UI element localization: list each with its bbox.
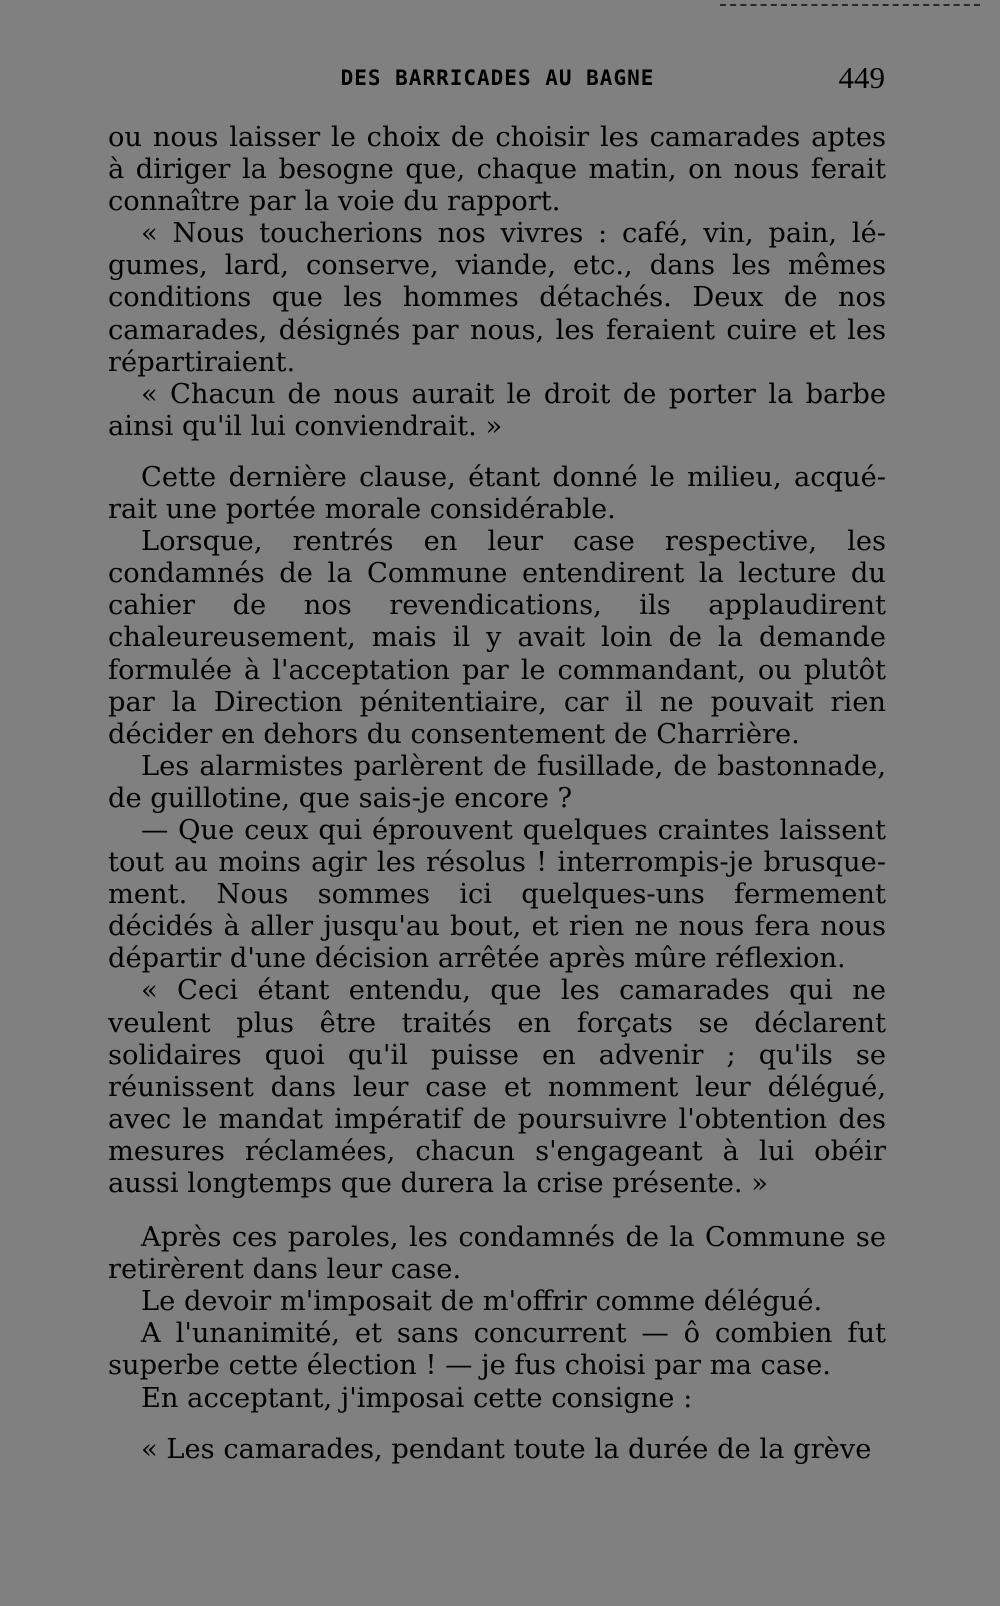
paragraph: Le devoir m'imposait de m'offrir comme délégué.: [141, 1286, 823, 1318]
body-text: [108, 122, 886, 1466]
paragraph: « Nous toucherions nos vivres : café, vin, pain, légumes, lard, conserve, viande, etc., dans les mêmes conditions que les hommes détachés. Deux de nos camarades, désignés par nous, les feraient cuire et les répartiraient.: [108, 218, 886, 378]
paragraph: — Que ceux qui éprouvent quelques craintes laissent tout au moins agir les résolus ! interrompis-je brusquement. Nous sommes ici quelques-uns fermement décidés à aller jusqu'au bout, et rien ne nous fera nous départir d'une décision arrêtée après mûre réflexion.: [108, 814, 886, 975]
paragraph: « Chacun de nous aurait le droit de porter la barbe ainsi qu'il lui conviendrait. »: [108, 378, 886, 442]
page-header: [110, 60, 885, 100]
paragraph: Les alarmistes parlèrent de fusillade, de bastonnade, de guillotine, que sais-je encore ?: [108, 750, 886, 814]
paragraph: Lorsque, rentrés en leur case respective, les condamnés de la Commune entendirent la lecture du cahier de nos revendications, ils applaudirent chaleureusement, mais il y avait loin de la demande formulée à l'acceptation par le commandant, ou plutôt par la Direction pénitentiaire, car il ne pouvait rien décider en dehors du consentement de Charrière.: [108, 526, 886, 750]
paragraph: « Les camarades, pendant toute la durée de la grève: [141, 1433, 872, 1465]
page-number: 449: [838, 60, 885, 95]
running-title: DES BARRICADES AU BAGNE: [340, 66, 655, 90]
paragraph: « Ceci étant entendu, que les camarades qui ne veulent plus être traités en forçats se déclarent solidaires quoi qu'il puisse en advenir ; qu'ils se réunissent dans leur case et nomment leur délégué, avec le mandat impératif de poursuivre l'obtention des mesures réclamées, chacun s'engageant à lui obéir aussi longtemps que durera la crise présente. »: [108, 975, 886, 1199]
paragraph: Cette dernière clause, étant donné le milieu, acquérait une portée morale considérable.: [108, 461, 886, 526]
paragraph: A l'unanimité, et sans concurrent — ô combien fut superbe cette élection ! — je fus choisi par ma case.: [108, 1318, 886, 1382]
paragraph: Après ces paroles, les condamnés de la Commune se retirèrent dans leur case.: [108, 1222, 886, 1286]
paragraph: ou nous laisser le choix de choisir les camarades aptes à diriger la besogne que, chaque matin, on nous ferait connaître par la voie du rapport.: [108, 122, 886, 218]
top-edge-rule: [720, 4, 980, 6]
paragraph: En acceptant, j'imposai cette consigne :: [141, 1382, 693, 1414]
